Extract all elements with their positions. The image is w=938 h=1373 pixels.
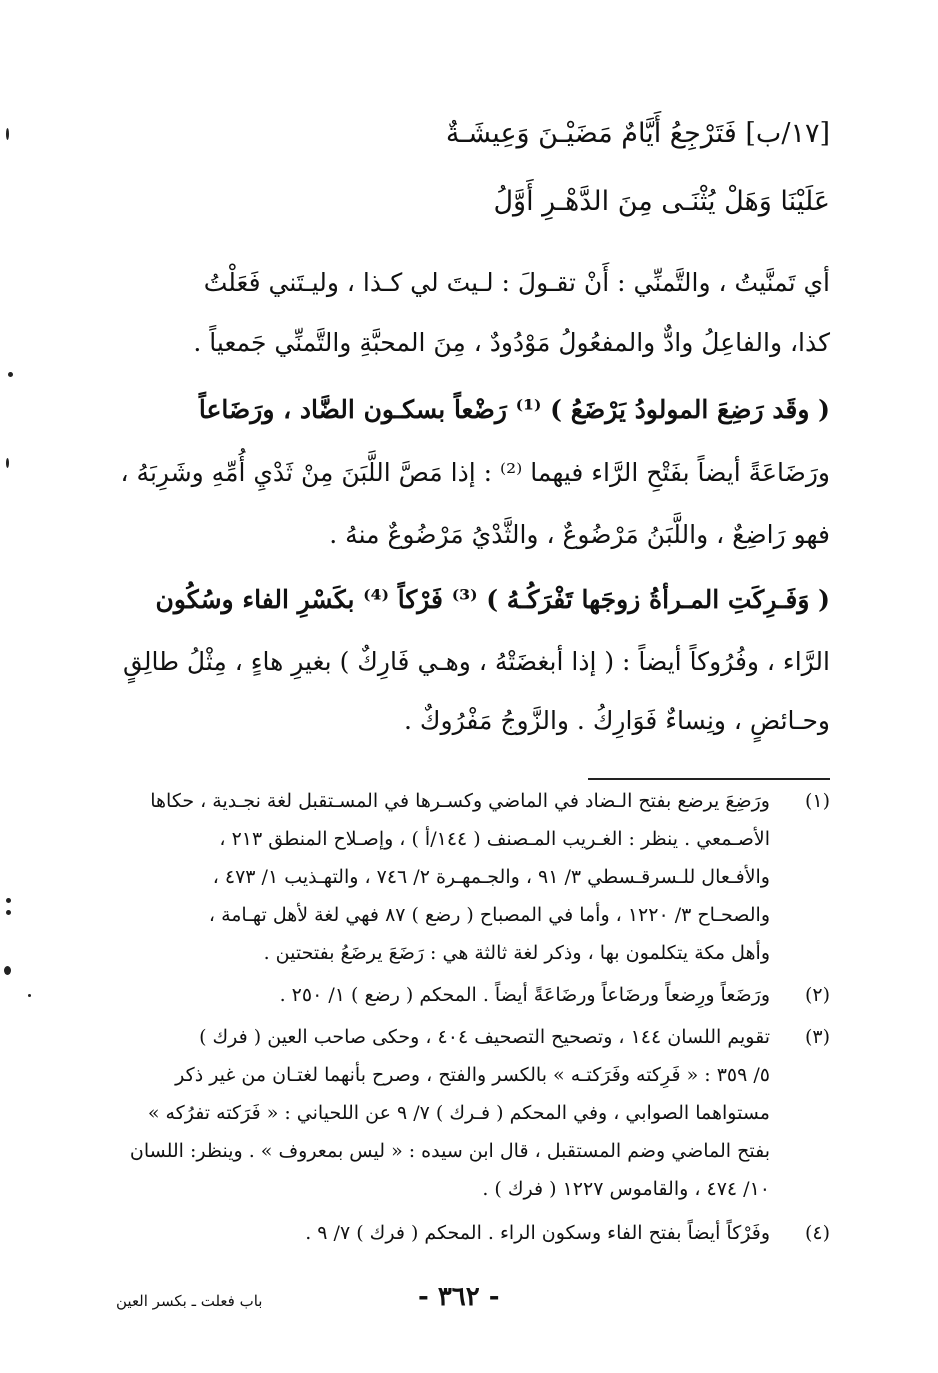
scan-mark — [4, 966, 11, 975]
running-section-title: باب فعلت ـ بكسر العين — [116, 1292, 263, 1310]
footnote-4-line-1: وفَرْكاً أيضاً بفتح الفاء وسكون الراء . المحكم ( فرك ) ٧/ ٩ . — [305, 1222, 770, 1244]
footnote-number-4: (٤) — [804, 1222, 830, 1244]
entry-rudia-line-1: ( وقَد رَضِعَ المولودُ يَرْضَعُ ) ⁽¹⁾ رَضْعاً بسكـون الضَّاد ، ورَضَاعاً — [198, 395, 830, 424]
entry-rudia-line-3: فهو رَاضِعٌ ، واللَّبَنُ مَرْضُوعٌ ، والثَّدْيُ مَرْضُوعٌ منهُ . — [329, 520, 830, 549]
footnote-2-line-1: ورَضَعاً ورِضعاً ورضَاعاً ورضَاعَةً أيضاً . المحكم ( رضع ) ١/ ٢٥٠ . — [279, 984, 770, 1006]
verse-line-1: [١٧/ب] فَتَرْجِعُ أَيَّامٌ مَضَيْـنَ وَعِيشَـةٌ — [445, 118, 830, 149]
footnote-number-2: (٢) — [804, 984, 830, 1006]
footnote-3-line-4: بفتح الماضي وضم المستقبل ، قال ابن سيده : « ليس بمعروف » . وينظر: اللسان — [129, 1140, 770, 1162]
verse-line-2: عَلَيْنَا وَهَلْ يُثْنَـى مِنَ الدَّهْـرِ أَوَّلُ — [493, 186, 830, 217]
entry-farikat-line-2: الرَّاء ، وفُرُوكاً أيضاً : ( إذا أبغضَتْهُ ، وهـي فَارِكٌ ) بغيرِ هاءٍ ، مِثْلُ طالِقٍ — [123, 647, 830, 676]
entry-farikat-line-3: وحـائضٍ ، ونِساءٌ فَوَارِكُ . والزَّوجُ مَفْرُوكٌ . — [404, 706, 830, 735]
paragraph-line-1: أي تَمنَّيتُ ، والتَّمنِّي : أَنْ تقـولَ : لـيتَ لي كـذا ، وليـتَني فَعَلْتُ — [203, 268, 830, 297]
page-number: - ٣٦٢ - — [418, 1282, 500, 1312]
footnote-3-line-1: تقويم اللسان ١٤٤ ، وتصحيح التصحيف ٤٠٤ ، وحكى صاحب العين ( فرك ) — [199, 1026, 770, 1048]
scan-mark — [6, 910, 11, 915]
scan-mark — [28, 994, 31, 997]
scan-mark — [6, 898, 11, 903]
scan-mark — [6, 128, 9, 140]
footnote-3-line-5: ١٠/ ٤٧٤ ، والقاموس ١٢٢٧ ( فرك ) . — [482, 1178, 770, 1200]
paragraph-line-2: كذا، والفاعِلُ وادٌّ والمفعُولُ مَوْدُودٌ ، مِنَ المحبَّةِ والتَّمنِّي جَمعياً . — [193, 328, 830, 357]
footnote-3-line-2: ٥/ ٣٥٩ : « فَرِكته وفَرَكتـه » بالكسر والفتح ، وصرح بأنهما لغتـان من غير ذكر — [175, 1064, 770, 1086]
footnote-number-1: (١) — [804, 790, 830, 812]
footnote-1-line-1: ورَضِعَ يرضع بفتح الـضاد في الماضي وكسـرها في المسـتقبل لغة نجـدية ، حكاها — [150, 790, 770, 812]
footnote-3-line-3: مستواهما الصوابي ، وفي المحكم ( فـرك ) ٧/ ٩ عن اللحياني : « فَرَكته تفرُكه » — [147, 1102, 770, 1124]
footnote-separator — [588, 778, 830, 780]
entry-rudia-line-2: ورَضَاعَةً أيضاً بفَتْحِ الرَّاء فيهما ⁽²⁾ : إذا مَصَّ اللَّبَنَ مِنْ ثَدْيِ أُمِّهِ وشَرِبَهُ ، — [120, 458, 830, 487]
footnote-1-line-3: والأفـعال للـسرقـسطي ٣/ ٩١ ، والجـمهـرة ٢/ ٧٤٦ ، والتهـذيب ١/ ٤٧٣ ، — [212, 866, 770, 888]
footnote-number-3: (٣) — [804, 1026, 830, 1048]
scan-mark — [6, 458, 9, 468]
scan-mark — [8, 372, 13, 377]
entry-farikat-line-1: ( وَفَـرِكَتِ المـرأةُ زوجَها تَفْرَكُـهُ ) ⁽³⁾ فَرْكاً ⁽⁴⁾ بكَسْرِ الفاء وسُكُون — [155, 585, 830, 614]
footnote-1-line-5: وأهل مكة يتكلمون بها ، وذكر لغة ثالثة هي : رَضَعَ يرضَعُ بفتحتين . — [263, 942, 770, 964]
footnote-1-line-4: والصحـاح ٣/ ١٢٢٠ ، وأما في المصباح ( رضع ) ٨٧ فهي لغة لأهل تهـامة ، — [208, 904, 770, 926]
footnote-1-line-2: الأصـمعي . ينظر : الغـريب المـصنف ( ١٤٤/أ ) ، وإصـلاح المنطق ٢١٣ ، — [219, 828, 770, 850]
